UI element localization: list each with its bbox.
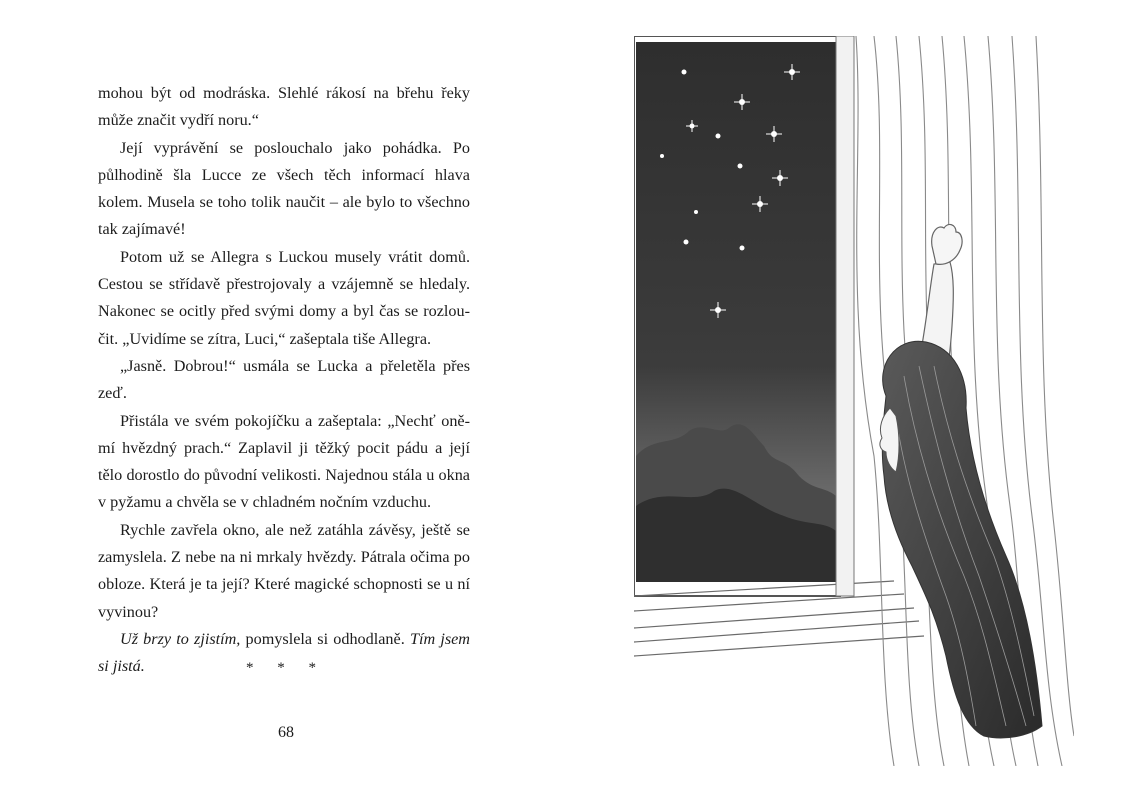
- plain-text: pomyslela si odhodlaně.: [240, 629, 410, 648]
- paragraph: mohou být od modráska. Slehlé rákosí na břehu řeky může značit vydří noru.“: [98, 84, 470, 130]
- window-mullion: [836, 36, 854, 596]
- section-break: * * *: [246, 660, 326, 676]
- paragraph: Její vyprávění se poslouchalo jako pohádka. Po půlhodině šla Lucce ze všech těch informací hlava kolem. Musela se toho tolik naučit – ale bylo to všechno tak zajímavé!: [98, 138, 470, 239]
- italic-text: Tím jsem si jistá.: [98, 629, 470, 676]
- body-text: [98, 80, 470, 681]
- page-number: 68: [278, 724, 294, 741]
- italic-text: Už brzy to zjistím,: [120, 629, 241, 648]
- paragraph: „Jasně. Dobrou!“ usmála se Lucka a přeletěla přes zeď.: [98, 356, 470, 403]
- illustration-svg: [634, 36, 1074, 766]
- paragraph: Přistála ve svém pokojíčku a zašeptala: „Nechť oněmí hvězdný prach.“ Zaplavil ji těžký pocit pádu a její tělo dorostlo do původní velikosti. Najednou stála u okna v pyžamu a chvěla se v chladném nočním vzduchu.: [98, 411, 470, 512]
- illustration-girl-at-window: [634, 36, 1074, 766]
- window-sill: [634, 581, 924, 656]
- right-page: [566, 0, 1132, 800]
- girl-hand: [932, 225, 962, 265]
- girl-hair: [882, 341, 1042, 738]
- paragraph: Rychle zavřela okno, ale než zatáhla závěsy, ještě se zamyslela. Z nebe na ni mrkaly hvězdy. Pátrala očima po obloze. Která je ta její? Které magické schopnosti se u ní vyvinou?: [98, 520, 470, 621]
- paragraph: Potom už se Allegra s Luckou musely vrátit domů. Cestou se střídavě přestrojovaly a vzájemně se hledaly. Nakonec se ocitly před svými domy a byl čas se rozloučit. „Uvidíme se zítra, Luci,“ zašeptala tiše Allegra.: [98, 247, 470, 348]
